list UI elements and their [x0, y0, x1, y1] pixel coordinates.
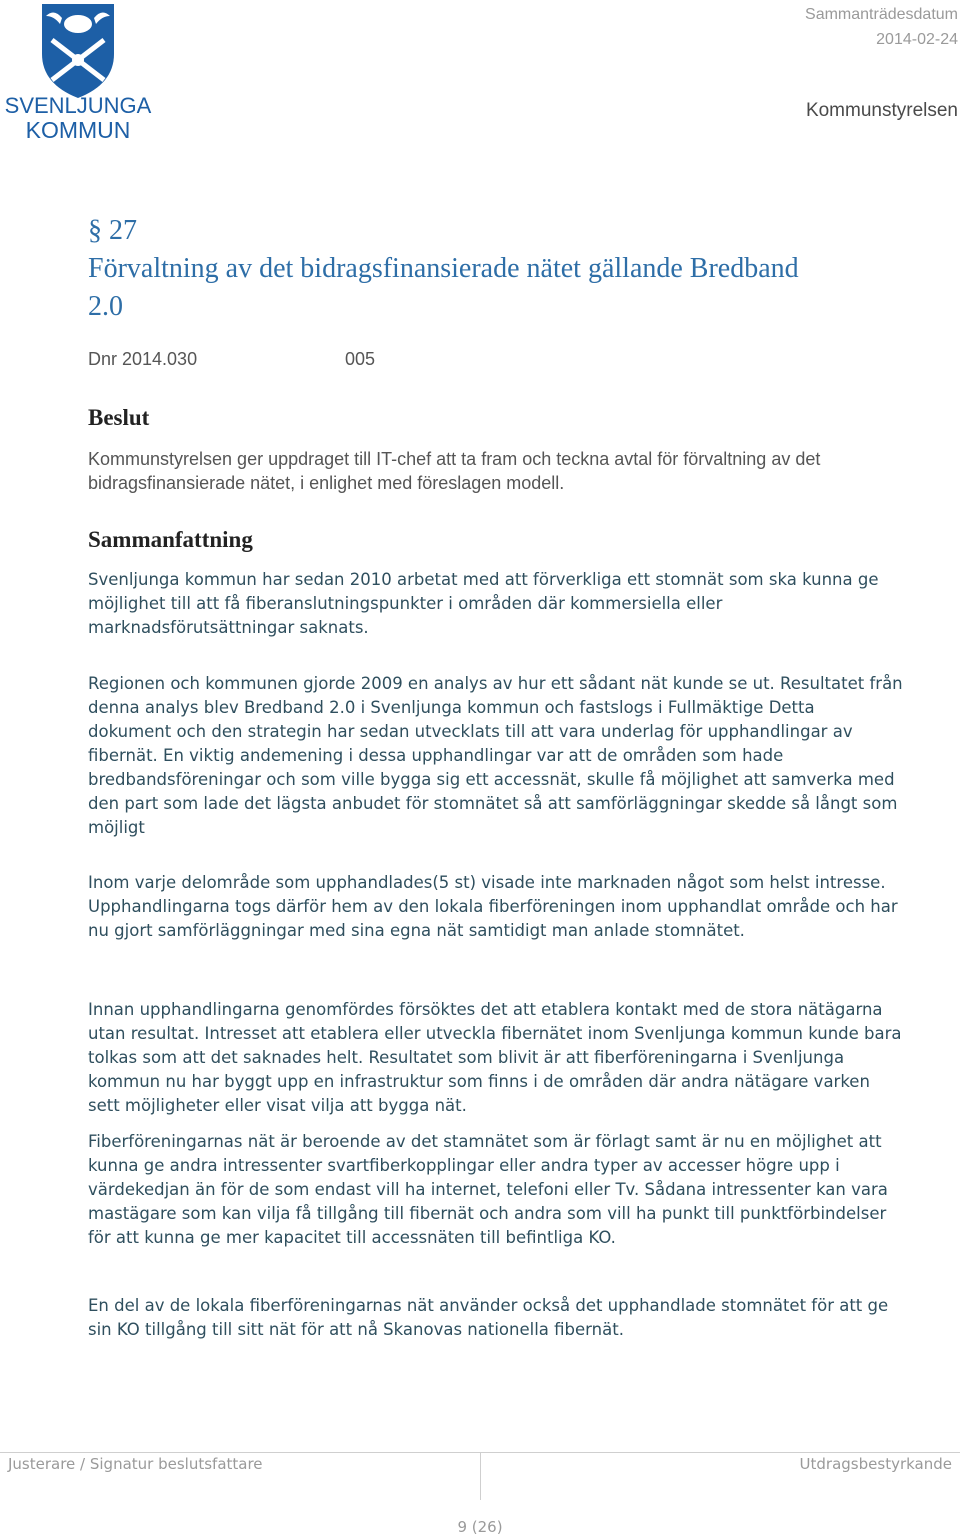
summary-paragraph: Innan upphandlingarna genomfördes försöktes det att etablera kontakt med de stora nätägarna utan resultat. Intresset att etablera eller utveckla fibernätet inom Svenljunga kommun kunde bara tolkas som att det saknades helt. Resultatet som blivit är att fiberföreningarna i Svenljunga kommun nu har byggt upp en infrastruktur som finns i de områden där andra nätägare varken sett möjligheter eller visat vilja att bygga nät. — [88, 1000, 902, 1115]
footer-certification-label: Utdragsbestyrkande — [799, 1455, 952, 1473]
governing-body: Kommunstyrelsen — [805, 100, 958, 121]
paragraph-number: § 27 — [88, 215, 137, 246]
beslut-text: Kommunstyrelsen ger uppdraget till IT-chef att ta fram och teckna avtal för förvaltning av det bidragsfinansierade nätet, i enlighet med föreslagen modell. — [88, 449, 821, 493]
sammanfattning-heading: Sammanfattning — [88, 527, 253, 552]
coat-of-arms-icon — [2, 2, 154, 142]
page-number: 9 (26) — [457, 1518, 503, 1536]
summary-paragraph: Regionen och kommunen gjorde 2009 en analys av hur ett sådant nät kunde se ut. Resultatet från denna analys blev Bredband 2.0 i Svenljunga kommun och fastslogs i Fullmäktige Detta dokument och den strategin har sedan utvecklats till att vara underlag för upphandlingar av fibernät. En viktig andemening i dessa upphandlingar var att de områden som hade bredbandsföreningar och som ville bygga sig ett accessnät, skulle få möjlighet att samverka med den part som lade det lägsta anbudet för stomnätet så att samförläggningar skedde så långt som möjligt — [88, 674, 903, 837]
paragraph-title: Förvaltning av det bidragsfinansierade nätet gällande Bredband 2.0 — [88, 253, 799, 322]
summary-paragraph: Fiberföreningarnas nät är beroende av det stamnätet som är förlagt samt är nu en möjlighet att kunna ge andra intressenter svartfiberkopplingar eller andra typer av accesser högre upp i värdekedjan än för de som endast vill ha internet, telefoni eller Tv. Sådana intressenter kan vara mastägare som kan vilja få tillgång till fibernät och andra som vill ha punkt till punktförbindelser för att kunna ge mer kapacitet till accessnäten till befintliga KO. — [88, 1132, 888, 1247]
logo-line1: SVENLJUNGA — [4, 93, 152, 118]
municipality-logo — [2, 2, 154, 142]
beslut-heading: Beslut — [88, 405, 150, 430]
footer-column-divider — [480, 1452, 481, 1500]
logo-line2: KOMMUN — [25, 117, 131, 142]
footer-signature-label: Justerare / Signatur beslutsfattare — [8, 1455, 263, 1473]
dnr-label: Dnr 2014.030 — [88, 349, 198, 369]
summary-paragraph: En del av de lokala fiberföreningarnas nät använder också det upphandlade stomnätet för att ge sin KO tillgång till sitt nät för att nå Skanovas nationella fibernät. — [88, 1296, 889, 1339]
meeting-date-label: Sammanträdesdatum — [805, 6, 958, 23]
summary-paragraph: Inom varje delområde som upphandlades(5 st) visade inte marknaden något som helst intresse. Upphandlingarna togs därför hem av den lokala fiberföreningen inom upphandlat område och har nu gjort samförläggningar med sina egna nät samtidigt man anlade stomnätet. — [88, 873, 898, 940]
dnr-code: 005 — [345, 349, 376, 369]
meeting-date: 2014-02-24 — [876, 31, 958, 48]
paragraph-heading — [88, 212, 928, 326]
summary-paragraph: Svenljunga kommun har sedan 2010 arbetat med att förverkliga ett stomnät som ska kunna ge möjlighet till att få fiberanslutningspunkter i områden där kommersiella eller marknadsförutsättningar saknats. — [88, 570, 879, 637]
